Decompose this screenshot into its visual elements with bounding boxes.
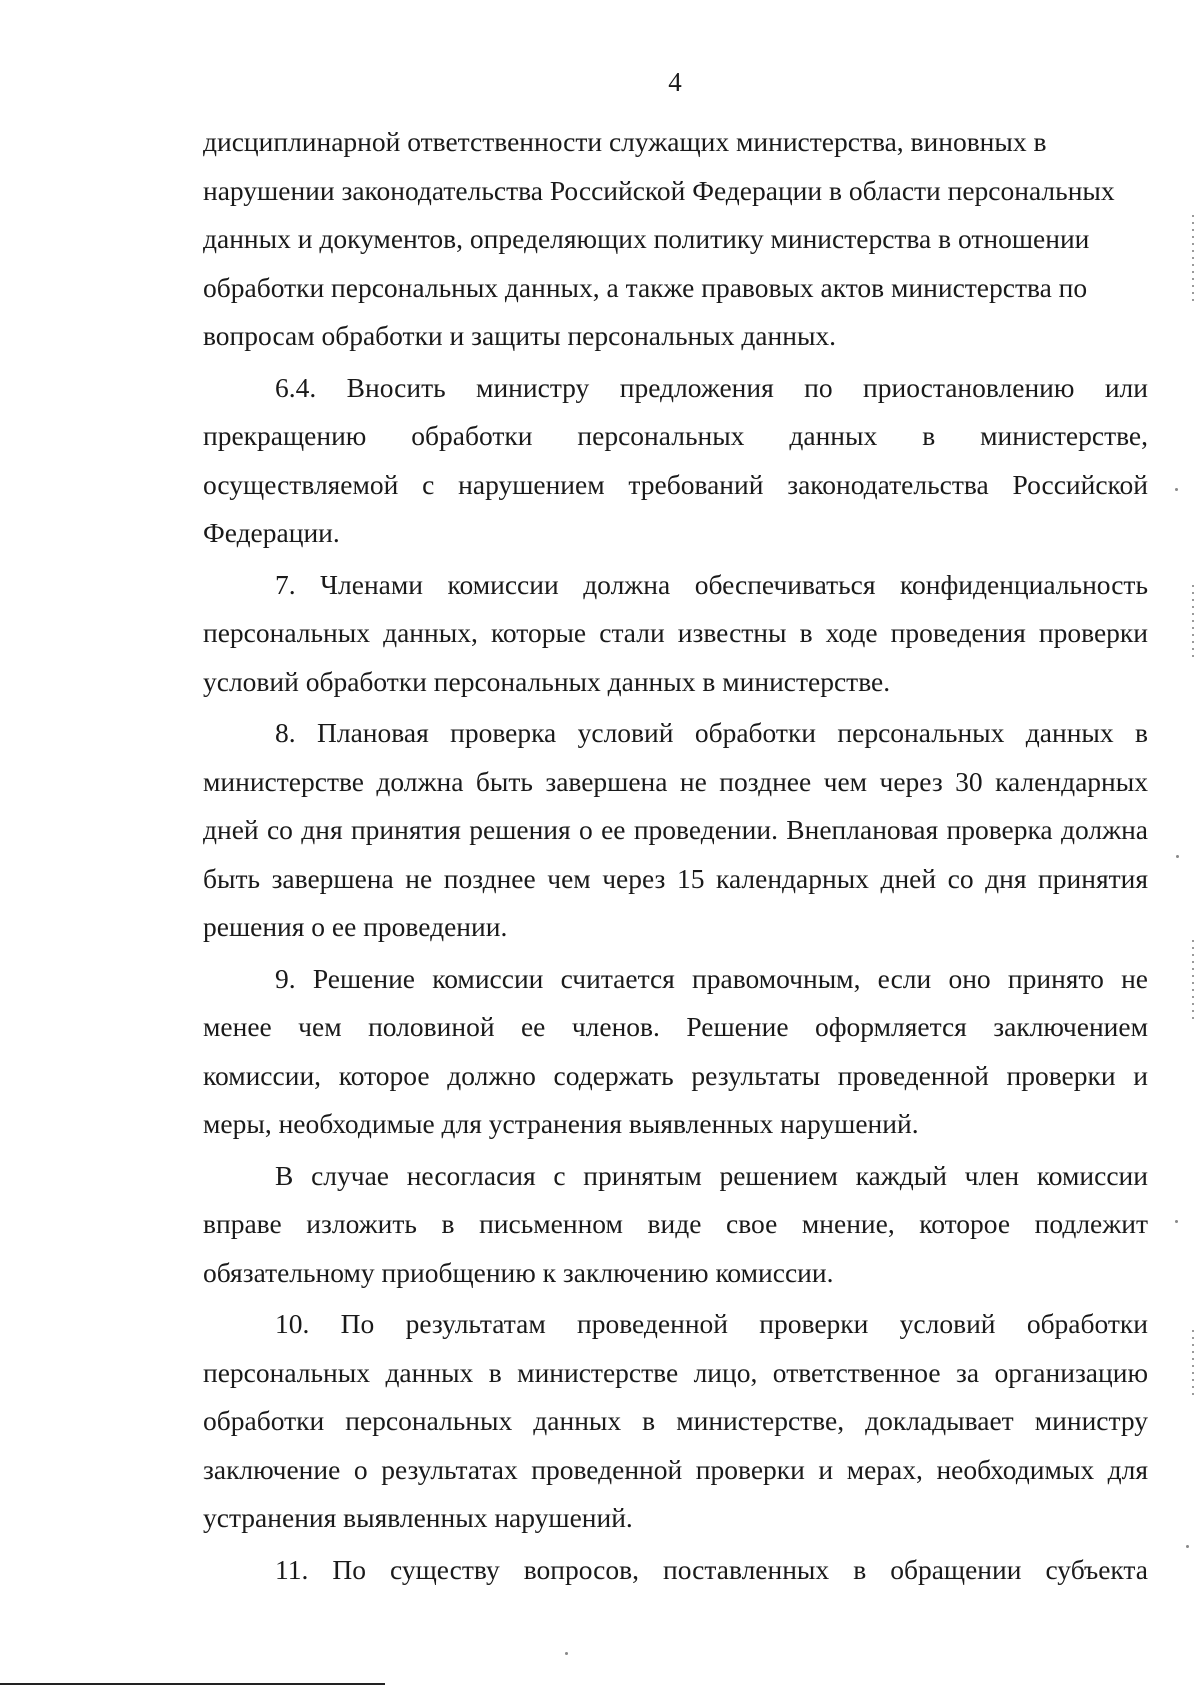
text-line: 6.4. Вносить министру предложения по приостановлению или (275, 371, 1148, 403)
paragraph-8 (203, 709, 1148, 952)
text-line: обработки персональных данных, а также правовых актов министерства по (203, 271, 1088, 303)
text-line: дней со дня принятия решения о ее проведении. Внеплановая проверка должна (203, 814, 1148, 845)
text-line: заключение о результатах проведенной проверки и мерах, необходимых для (203, 1453, 1148, 1485)
text-line: комиссии, которое должно содержать результаты проведенной проверки и (203, 1059, 1148, 1091)
text-line: вопросам обработки и защиты персональных данных. (203, 320, 837, 351)
text-line: В случае несогласия с принятым решением каждый член комиссии (275, 1159, 1148, 1191)
scan-artifact (1175, 1220, 1178, 1223)
text-line: устранения выявленных нарушений. (203, 1502, 633, 1533)
text-line: быть завершена не позднее чем через 15 календарных дней со дня принятия (203, 862, 1148, 894)
text-line: данных и документов, определяющих политику министерства в отношении (203, 223, 1090, 254)
scan-artifact (1192, 940, 1194, 1020)
text-line: 7. Членами комиссии должна обеспечиваться конфиденциальность (275, 568, 1148, 600)
paragraph-11 (203, 1546, 1148, 1595)
text-line: условий обработки персональных данных в министерстве. (203, 665, 891, 697)
text-line: обработки персональных данных в министерстве, докладывает министру (203, 1405, 1148, 1436)
scan-artifact (565, 1652, 568, 1655)
text-line: 9. Решение комиссии считается правомочным, если оно принято не (275, 962, 1148, 994)
paragraph-9 (203, 955, 1148, 1149)
scan-artifact (1192, 1330, 1194, 1400)
text-line: дисциплинарной ответственности служащих министерства, виновных в (203, 126, 1047, 157)
text-line: решения о ее проведении. (203, 911, 508, 942)
paragraph-6-4 (203, 364, 1148, 558)
text-line: обязательному приобщению к заключению комиссии. (203, 1256, 834, 1288)
scan-artifact (1176, 855, 1179, 858)
paragraph-10 (203, 1300, 1148, 1543)
text-line: 11. По существу вопросов, поставленных в обращении субъекта (275, 1553, 1148, 1585)
text-line: 10. По результатам проведенной проверки условий обработки (275, 1308, 1148, 1339)
paragraph-continuation-6-3 (203, 118, 1148, 361)
scan-artifact (1186, 1545, 1189, 1548)
scan-artifact (1192, 585, 1194, 660)
text-line: менее чем половиной ее членов. Решение оформляется заключением (203, 1011, 1148, 1042)
bottom-rule (0, 1683, 385, 1685)
text-line: вправе изложить в письменном виде свое мнение, которое подлежит (203, 1208, 1148, 1239)
scan-artifact (1192, 215, 1194, 305)
document-body (203, 118, 1148, 1597)
text-line: министерстве должна быть завершена не позднее чем через 30 календарных (203, 765, 1148, 797)
text-line: нарушении законодательства Российской Федерации в области персональных (203, 174, 1115, 206)
text-line: прекращению обработки персональных данных в министерстве, (203, 420, 1148, 451)
text-line: 8. Плановая проверка условий обработки персональных данных в (275, 717, 1148, 748)
text-line: осуществляемой с нарушением требований законодательства Российской (203, 468, 1148, 500)
text-line: персональных данных в министерстве лицо, ответственное за организацию (203, 1356, 1148, 1388)
text-line: Федерации. (203, 517, 340, 548)
page-number: 4 (668, 67, 682, 97)
scan-artifact (1175, 488, 1178, 491)
text-line: персональных данных, которые стали известны в ходе проведения проверки (203, 617, 1148, 648)
paragraph-7 (203, 561, 1148, 707)
paragraph-9-disagreement (203, 1152, 1148, 1298)
text-line: меры, необходимые для устранения выявленных нарушений. (203, 1108, 919, 1139)
